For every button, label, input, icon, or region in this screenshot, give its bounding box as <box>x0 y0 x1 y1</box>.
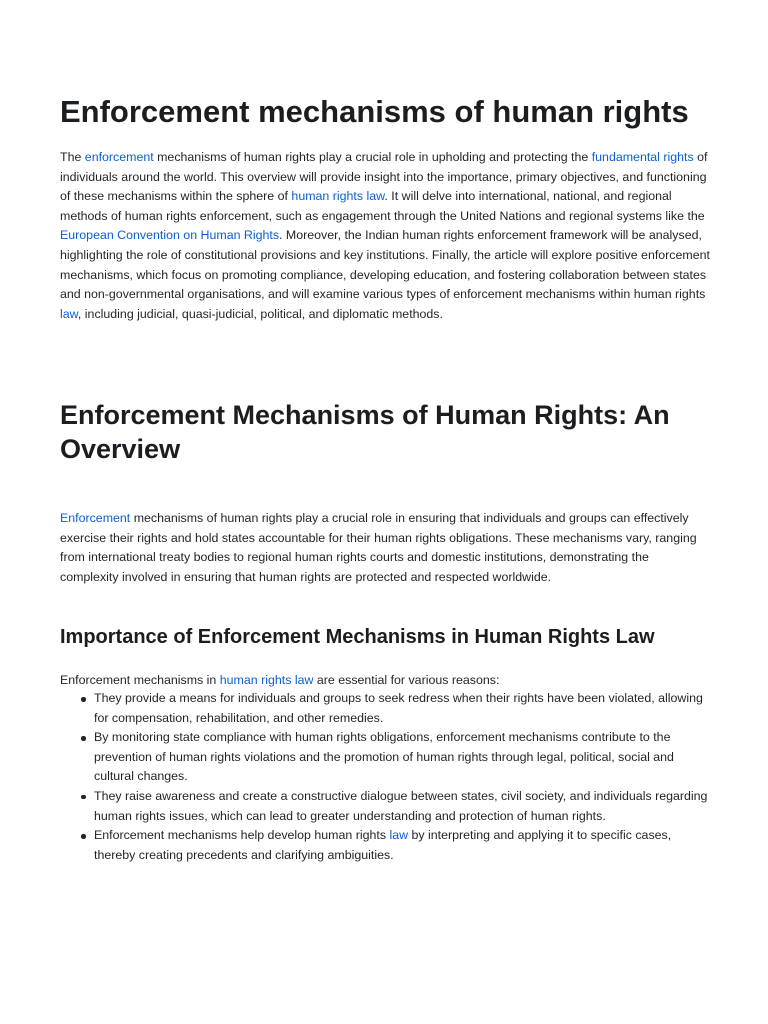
link-enforcement-overview[interactable]: Enforcement <box>60 511 131 525</box>
link-law[interactable]: law <box>60 306 78 321</box>
overview-paragraph <box>60 509 710 587</box>
link-fundamental-rights[interactable]: fundamental rights <box>591 150 694 164</box>
list-item <box>94 826 710 865</box>
intro-text-5: . Moreover, the Indian human rights enforcement framework will be analysed, highlighting the role of constitutional provisions and key institutions. Finally, the article will explore positive enforcement mechanisms, which focus on promoting compliance, developing education, and fostering collaboration between states and non-governmental organisations, and will examine various types of enforcement mechanisms within human rights <box>60 228 710 302</box>
list-item: They raise awareness and create a constructive dialogue between states, civil society, and individuals regarding human rights issues, which can lead to greater understanding and protection of human rights. <box>94 787 710 826</box>
link-human-rights-law-importance[interactable]: human rights law <box>219 673 314 687</box>
intro-text-4: . It will delve into international, national, and regional methods of human rights enforcement, such as engagement through the United Nations and regional systems like the <box>60 189 705 223</box>
page-title: Enforcement mechanisms of human rights <box>60 94 689 129</box>
importance-text-1: Enforcement mechanisms in <box>60 673 220 687</box>
importance-heading: Importance of Enforcement Mechanisms in Human Rights Law <box>60 626 655 648</box>
intro-text-6: , including judicial, quasi-judicial, political, and diplomatic methods. <box>77 306 443 321</box>
intro-paragraph <box>60 148 710 324</box>
intro-text-3: of individuals around the world. This overview will provide insight into the importance, primary objectives, and functioning of these mechanisms within the sphere of <box>60 150 708 204</box>
link-enforcement[interactable]: enforcement <box>84 150 154 164</box>
overview-text-1: mechanisms of human rights play a crucial role in ensuring that individuals and groups can effectively exercise their rights and hold states accountable for their human rights obligations. These mechanisms vary, ranging from international treaty bodies to regional human rights courts and domestic institutions, demonstrating the complexity involved in ensuring that human rights are protected and respected worldwide. <box>60 511 697 584</box>
intro-text-2: mechanisms of human rights play a crucial role in upholding and protecting the <box>153 150 592 164</box>
link-human-rights-law[interactable]: human rights law <box>291 189 385 204</box>
link-law-bullet[interactable]: law <box>389 828 409 843</box>
bullet-text-1: Enforcement mechanisms help develop human rights <box>94 828 390 843</box>
link-european-convention[interactable]: European Convention on Human Rights <box>60 228 280 243</box>
overview-heading: Enforcement Mechanisms of Human Rights: An Overview <box>60 400 670 464</box>
importance-list <box>60 689 710 865</box>
list-item: They provide a means for individuals and groups to seek redress when their rights have been violated, allowing for compensation, rehabilitation, and other remedies. <box>94 689 710 728</box>
intro-text-1: The <box>60 150 85 164</box>
list-item: By monitoring state compliance with human rights obligations, enforcement mechanisms contribute to the prevention of human rights violations and the promotion of human rights through legal, political, social and cultural changes. <box>94 728 710 787</box>
importance-intro <box>60 671 710 691</box>
bullet-text-2: by interpreting and applying it to specific cases, thereby creating precedents and clarifying ambiguities. <box>94 828 672 862</box>
importance-text-2: are essential for various reasons: <box>313 673 500 687</box>
